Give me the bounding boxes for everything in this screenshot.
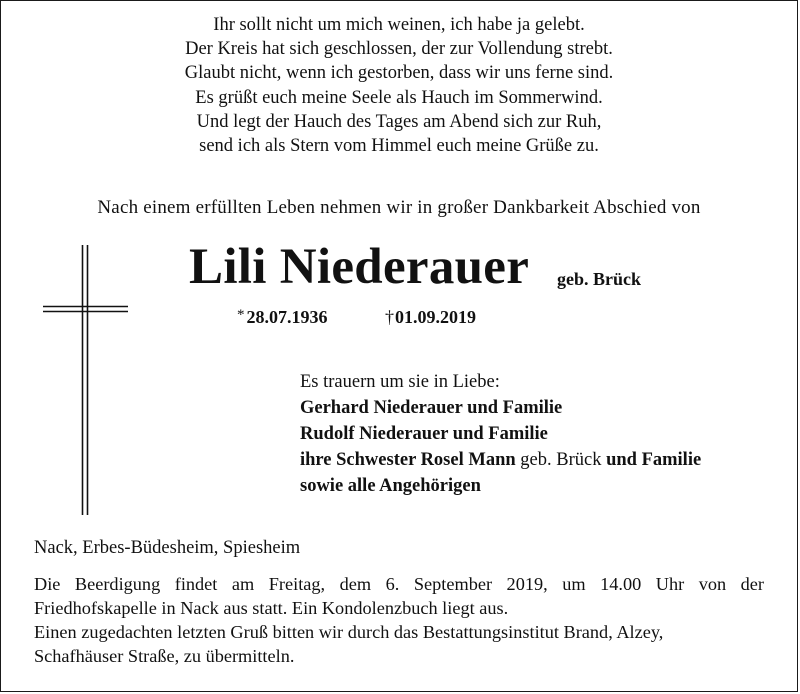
death-date [385, 307, 476, 328]
mourners-block [300, 369, 701, 499]
funeral-line: Friedhofskapelle in Nack aus statt. Ein Kondolenzbuch liegt aus. [34, 598, 509, 618]
farewell-intro: Nach einem erfüllten Leben nehmen wir in großer Dankbarkeit Abschied von [97, 197, 701, 218]
poem-line: Der Kreis hat sich geschlossen, der zur Vollendung strebt. [185, 39, 613, 60]
funeral-info [34, 572, 764, 668]
poem-line: Glaubt nicht, wenn ich gestorben, dass wir uns ferne sind. [184, 63, 614, 84]
birth-symbol: * [237, 307, 245, 323]
mourner-sister: ihre Schwester Rosel Mann [300, 450, 516, 470]
death-symbol: † [385, 307, 394, 327]
birth-date-value: 28.07.1936 [246, 307, 328, 327]
poem-line: Und legt der Hauch des Tages am Abend sich zur Ruh, [196, 111, 602, 132]
funeral-line: Schafhäuser Straße, zu übermitteln. [34, 646, 295, 666]
mourner-line: Gerhard Niederauer und Familie [300, 398, 563, 418]
funeral-line: Einen zugedachten letzten Gruß bitten wir durch das Bestattungsinstitut Brand, Alzey, [34, 622, 664, 642]
mourners-heading: Es trauern um sie in Liebe: [300, 372, 500, 392]
poem-line: Es grüßt euch meine Seele als Hauch im Sommerwind. [195, 87, 603, 108]
death-date-value: 01.09.2019 [395, 307, 476, 327]
places: Nack, Erbes-Büdesheim, Spiesheim [34, 538, 301, 558]
poem-line: Ihr sollt nicht um mich weinen, ich habe ja gelebt. [213, 15, 585, 35]
mourner-sister-family: und Familie [606, 450, 702, 470]
birth-date [237, 307, 328, 328]
maiden-name: geb. Brück [557, 269, 642, 289]
deceased-name: Lili Niederauer [189, 239, 530, 295]
mourner-line: sowie alle Angehörigen [300, 476, 481, 496]
mourner-line: Rudolf Niederauer und Familie [300, 424, 548, 444]
cross-icon [1, 1, 161, 531]
mourner-line [300, 447, 701, 473]
mourner-sister-maiden: geb. Brück [515, 450, 607, 470]
poem-line: send ich als Stern vom Himmel euch meine Grüße zu. [199, 136, 599, 157]
funeral-line: Die Beerdigung findet am Freitag, dem 6. September 2019, um 14.00 Uhr von der [34, 574, 764, 594]
